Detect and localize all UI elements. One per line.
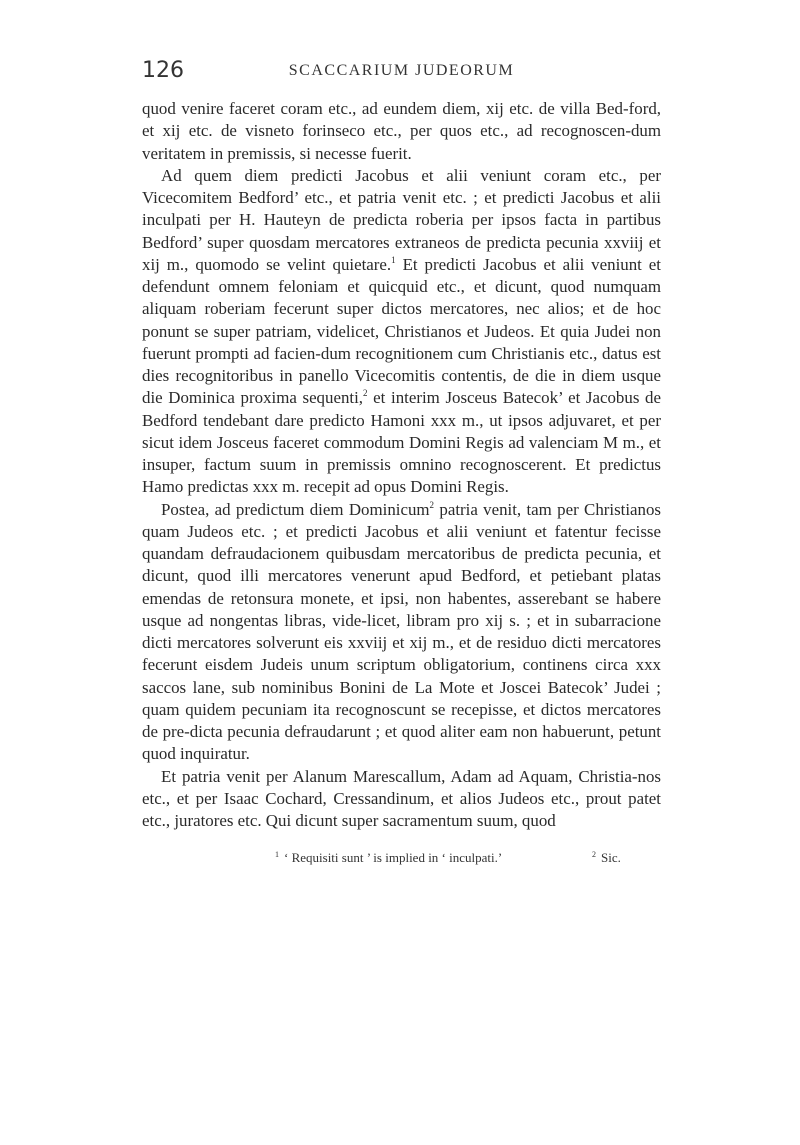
paragraph-3 (142, 499, 661, 766)
footnote-mark: 2 (592, 850, 596, 859)
page-header (142, 58, 661, 88)
body-text (142, 98, 661, 832)
footnote-text: ‘ Requisiti sunt ’ is implied in ‘ inculpati.’ (284, 850, 503, 865)
footnote-ref-2[interactable]: 2 (429, 499, 435, 510)
paragraph-2 (142, 165, 661, 499)
footnote-mark: 1 (275, 850, 279, 859)
paragraph-text: quod venire faceret coram etc., ad eundem diem, xij etc. de villa Bed-ford, et xij etc. de visneto forinseco etc., per quos etc., ad recognoscen-dum veritatem in premissis, si necesse fuerit. (142, 99, 661, 163)
page-number: 126 (142, 58, 184, 83)
paragraph-text: Et patria venit per Alanum Marescallum, Adam ad Aquam, Christia-nos etc., et per Isaac Cochard, Cressandinum, et alios Judeos etc., prout patet etc., juratores etc. Qui dicunt super sacramentum suum, quod (142, 766, 661, 830)
footnote-2 (592, 850, 621, 866)
paragraph-1 (142, 98, 661, 165)
footnote-ref-2[interactable]: 2 (363, 388, 368, 399)
paragraph-text: et interim Josceus Batecok’ et Jacobus de Bedford tendebant dare predicto Hamoni xxx m., ut ipsos adjuvaret, et per sicut idem Josceus faceret commodum Domini Regis ad valenciam M m., et insuper, factum suum in premissis omnino recognoscerent. Et predictus Hamo predictas xxx m. recepit ad opus Domini Regis. (142, 388, 661, 497)
paragraph-4 (142, 766, 661, 833)
paragraph-text: patria venit, tam per Christianos quam Judeos etc. ; et predicti Jacobus et alii veniunt et fatentur fecisse quandam defraudacionem quibusdam mercatoribus de predicta pecunia, et dicunt, quod illi mercatores venerunt apud Bedford, et petiebant platas emendas de retonsura monete, et ipsi, non habentes, asserebant se habere usque ad nongentas libras, vide-licet, libram pro xij s. ; et in subarracione dicti mercatores solverunt eis xxviij et xij m., et de residuo dicti mercatores fecerunt eisdem Judeis unum scriptum obligatorium, continens circa xxx saccos lane, sub nominibus Bonini de La Mote et Joscei Batecok’ Judei ; quam quidem pecuniam ita recognoscunt se recepisse, et dictos mercatores de pre-dicta pecunia defraudarunt ; et quod aliter eam non habuerunt, petunt quod inquiratur. (142, 499, 661, 764)
running-head: SCACCARIUM JUDEORUM (288, 62, 515, 79)
paragraph-text: Et predicti Jacobus et alii veniunt et defendunt omnem feloniam et quicquid etc., et dicunt, quod numquam aliquam roberiam fecerunt super dictos mercatores, nec alios; et de hoc ponunt se super patriam, videlicet, Christianos et Judeos. Et quia Judei non fuerunt prompti ad facien-dum recognitionem cum Christianis etc., datus est dies recognitoribus in panello Vicecomitis contentis, de die in diem usque die Dominica proxima sequenti, (142, 254, 661, 408)
footnote-1 (275, 850, 502, 866)
paragraph-text: Ad quem diem predicti Jacobus et alii veniunt coram etc., per Vicecomitem Bedford’ etc., et patria venit etc. ; et predicti Jacobus et alii inculpati per H. Hauteyn de predicta roberia per ipsos facta in partibus Bedford’ super quosdam mercatores extraneos de predicta pecunia xxviij et xij m., quomodo se velint quietare. (142, 165, 661, 274)
paragraph-text: Postea, ad predictum diem Dominicum (161, 499, 430, 519)
footnote-text: Sic. (601, 850, 621, 865)
footnote-ref-1[interactable]: 1 (391, 254, 396, 265)
